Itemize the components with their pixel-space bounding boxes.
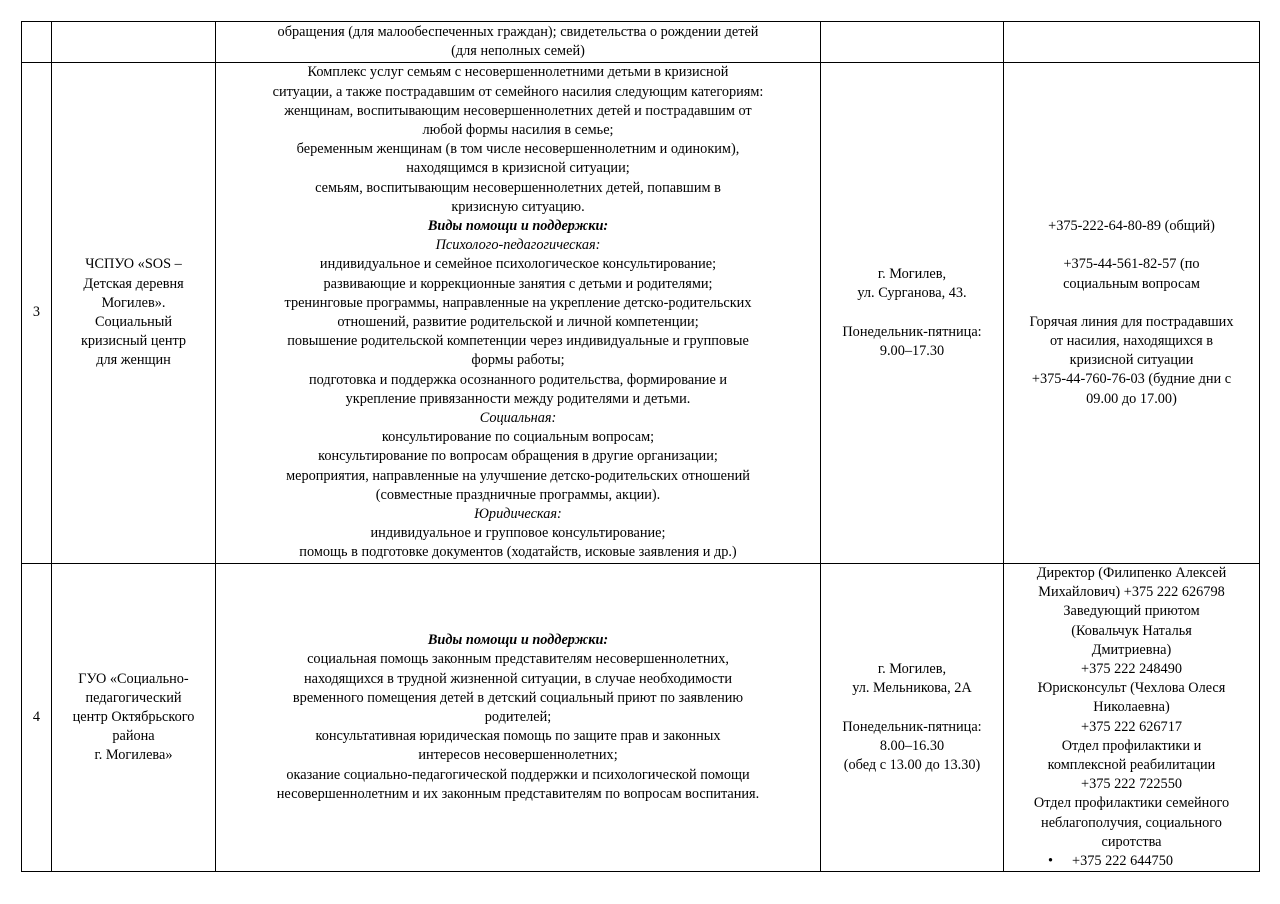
blank-line: [1008, 294, 1255, 313]
bullet-contact: [1008, 852, 1255, 871]
text-line: для женщин: [96, 352, 171, 369]
text-line: Детская деревня: [83, 275, 184, 292]
text-line: социальная помощь законным представителям несовершеннолетних,: [307, 651, 729, 668]
text-line: сиротства: [1101, 833, 1162, 850]
text-line: индивидуальное и семейное психологическое консультирование;: [319, 256, 717, 273]
blank-line: [825, 304, 999, 323]
text-line: +375 222 248490: [1081, 661, 1182, 678]
text-line: Могилев».: [101, 294, 166, 311]
text-line: ситуации, а также пострадавшим от семейного насилия следующим категориям:: [272, 83, 764, 100]
row-number-cell: 4: [22, 564, 52, 872]
text-line: консультирование по социальным вопросам;: [381, 429, 655, 446]
text-line: ЧСПУО «SOS –: [85, 256, 182, 273]
text-line: временного помещения детей в детский социальный приют по заявлению: [292, 689, 744, 706]
text-line: +375-222-64-80-89 (общий): [1048, 218, 1215, 235]
section-heading: Юридическая:: [474, 506, 562, 523]
row-number-cell: 3: [22, 63, 52, 564]
services-cell: [216, 564, 821, 872]
text-line: мероприятия, направленные на улучшение детско-родительских отношений: [286, 467, 750, 484]
table-row: [22, 63, 1260, 564]
text-line: (Ковальчук Наталья: [1071, 622, 1192, 639]
text-line: консультирование по вопросам обращения в другие организации;: [318, 448, 718, 465]
text-line: Отдел профилактики и: [1061, 737, 1202, 754]
text-line: беременным женщинам (в том числе несовершеннолетним и одиноким),: [296, 141, 740, 158]
text-line: интересов несовершеннолетних;: [418, 747, 618, 764]
section-heading: Виды помощи и поддержки:: [427, 217, 609, 234]
section-heading: Виды помощи и поддержки:: [427, 632, 609, 649]
text-line: Заведующий приютом: [1063, 603, 1200, 620]
text-line: ГУО «Социально-: [78, 670, 189, 687]
text-line: формы работы;: [471, 352, 565, 369]
text-line: несовершеннолетним и их законным представителям по вопросам воспитания.: [276, 785, 760, 802]
text-line: Горячая линия для пострадавших: [1029, 313, 1234, 330]
text-line: Понедельник-пятница:: [842, 323, 982, 340]
text-line: кризисную ситуацию.: [451, 198, 585, 215]
text-line: г. Могилева»: [94, 747, 173, 764]
text-line: 8.00–16.30: [879, 737, 945, 754]
text-line: +375-44-561-82-57 (по: [1063, 256, 1200, 273]
services-cell: [216, 63, 821, 564]
text-line: повышение родительской компетенции через индивидуальные и групповые: [287, 333, 749, 350]
contacts-cell: [1004, 63, 1260, 564]
text-line: комплексной реабилитации: [1047, 757, 1216, 774]
text-line: помощь в подготовке документов (ходатайств, исковые заявления и др.): [299, 544, 737, 561]
text-line: центр Октябрьского: [72, 709, 195, 726]
text-line: г. Могилев,: [877, 661, 947, 678]
text-line: ул. Сурганова, 43.: [857, 285, 967, 302]
text-line: Социальный: [94, 314, 173, 330]
text-line: от насилия, находящихся в: [1049, 333, 1214, 349]
text-line: Понедельник-пятница:: [842, 718, 982, 735]
text-line: тренинговые программы, направленные на укрепление детско-родительских: [284, 294, 752, 311]
organization-cell: [52, 63, 216, 564]
text-line: Николаевна): [1093, 699, 1170, 716]
text-line: г. Могилев,: [877, 266, 947, 283]
text-line: ул. Мельникова, 2А: [852, 680, 972, 697]
services-table: [21, 21, 1260, 872]
table-row: [22, 564, 1260, 872]
text-line: консультативная юридическая помощь по защите прав и законных: [315, 728, 721, 745]
bullet-icon: •: [1048, 853, 1054, 870]
text-line: +375-44-760-76-03 (будние дни с: [1031, 371, 1232, 388]
text-line: (для неполных семей): [451, 43, 585, 59]
text-line: оказание социально-педагогической поддержки и психологической помощи: [286, 766, 750, 783]
text-line: находящимся в кризисной ситуации;: [406, 160, 630, 177]
blank-line: [1008, 236, 1255, 255]
text-line: подготовка и поддержка осознанного родительства, формирование и: [308, 371, 728, 388]
address-cell: [821, 22, 1004, 63]
text-line: Михайлович) +375 222 626798: [1038, 584, 1225, 601]
text-line: любой формы насилия в семье;: [422, 121, 614, 138]
text-line: кризисный центр: [80, 333, 187, 350]
contacts-lines: [1008, 564, 1255, 852]
text-line: семьям, воспитывающим несовершеннолетних детей, попавшим в: [315, 179, 721, 196]
text-line: Директор (Филипенко Алексей: [1036, 565, 1227, 581]
address-cell: [821, 564, 1004, 872]
row-number-cell: [22, 22, 52, 63]
text-line: отношений, развитие родительской и личной компетенции;: [337, 314, 699, 330]
blank-line: [825, 699, 999, 718]
table-row: [22, 22, 1260, 63]
text-line: укрепление привязанности между родителями и детьми.: [345, 390, 691, 407]
text-line: педагогический: [85, 689, 182, 706]
text-line: (обед с 13.00 до 13.30): [843, 756, 981, 773]
text-line: кризисной ситуации: [1069, 352, 1194, 369]
text-line: родителей;: [484, 709, 552, 726]
text-line: женщинам, воспитывающим несовершеннолетних детей и пострадавшим от: [284, 102, 752, 119]
services-cell: [216, 22, 821, 63]
text-line: индивидуальное и групповое консультирование;: [370, 525, 666, 542]
text-line: (совместные праздничные программы, акции).: [375, 486, 661, 503]
text-line: социальным вопросам: [1063, 275, 1200, 292]
text-line: 09.00 до 17.00): [1086, 390, 1177, 407]
bullet-contact-phone: +375 222 644750: [1072, 853, 1173, 870]
address-cell: [821, 63, 1004, 564]
text-line: Отдел профилактики семейного: [1033, 795, 1230, 812]
organization-cell: [52, 22, 216, 63]
text-line: развивающие и коррекционные занятия с детьми и родителями;: [323, 275, 713, 292]
text-line: Дмитриевна): [1091, 641, 1172, 658]
text-line: находящихся в трудной жизненной ситуации, в случае необходимости: [304, 670, 732, 687]
section-heading: Психолого-педагогическая:: [435, 237, 601, 254]
text-line: обращения (для малообеспеченных граждан); свидетельства о рождении детей: [277, 23, 759, 40]
text-line: Комплекс услуг семьям с несовершеннолетними детьми в кризисной: [307, 64, 729, 81]
text-line: района: [112, 728, 155, 745]
organization-cell: [52, 564, 216, 872]
text-line: 9.00–17.30: [879, 342, 945, 359]
text-line: Юрисконсульт (Чехлова Олеся: [1037, 680, 1226, 697]
text-line: неблагополучия, социального: [1041, 814, 1222, 831]
contacts-cell: [1004, 22, 1260, 63]
text-line: +375 222 722550: [1081, 776, 1182, 793]
section-heading: Социальная:: [479, 410, 557, 427]
contacts-cell: [1004, 564, 1260, 872]
text-line: +375 222 626717: [1081, 718, 1182, 735]
